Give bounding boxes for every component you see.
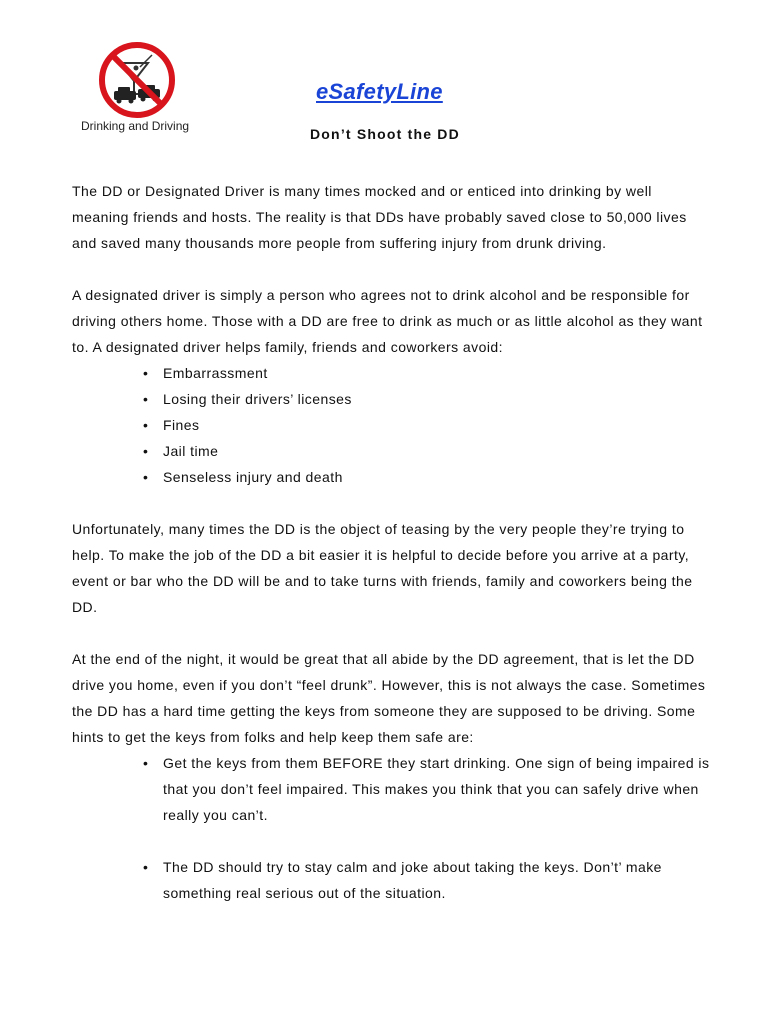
list-item: • Losing their drivers’ licenses <box>163 386 712 412</box>
list-item: • Embarrassment <box>163 360 712 386</box>
brand-title[interactable]: eSafetyLine <box>316 79 443 104</box>
paragraph-intro: The DD or Designated Driver is many times mocked and or enticed into drinking by well meaning friends and hosts. The reality is that DDs have probably saved close to 50,000 lives and saved many thousands more people from suffering injury from drunk driving. <box>72 183 687 251</box>
no-drinking-and-driving-icon <box>96 39 178 121</box>
paragraph-definition: A designated driver is simply a person who agrees not to drink alcohol and be responsible for driving others home. Those with a DD are free to drink as much or as little alcohol as they want to. A designated driver helps family, friends and coworkers avoid: <box>72 287 703 355</box>
paragraph-teasing: Unfortunately, many times the DD is the object of teasing by the very people they’re trying to help. To make the job of the DD a bit easier it is helpful to decide before you arrive at a party, event or bar who the DD will be and to take turns with friends, family and coworkers being the DD. <box>72 521 693 615</box>
list-item: • Get the keys from them BEFORE they start drinking. One sign of being impaired is that you don’t feel impaired. This makes you think that you can safely drive when really you can’t. <box>163 750 712 828</box>
list-item: • Fines <box>163 412 712 438</box>
list-item: • Senseless injury and death <box>163 464 712 490</box>
document-body <box>72 178 712 932</box>
logo-caption: Drinking and Driving <box>81 119 190 133</box>
hints-list <box>72 750 712 906</box>
document-title: Don’t Shoot the DD <box>310 126 460 142</box>
avoid-list <box>72 360 712 490</box>
paragraph-agreement: At the end of the night, it would be great that all abide by the DD agreement, that is let the DD drive you home, even if you don’t “feel drunk”. However, this is not always the case. Sometimes the DD has a hard time getting the keys from someone they are supposed to be driving. Some hints to get the keys from folks and help keep them safe are: <box>72 651 706 745</box>
list-item: • Jail time <box>163 438 712 464</box>
list-item: • The DD should try to stay calm and joke about taking the keys. Don’t’ make something real serious out of the situation. <box>163 854 712 906</box>
